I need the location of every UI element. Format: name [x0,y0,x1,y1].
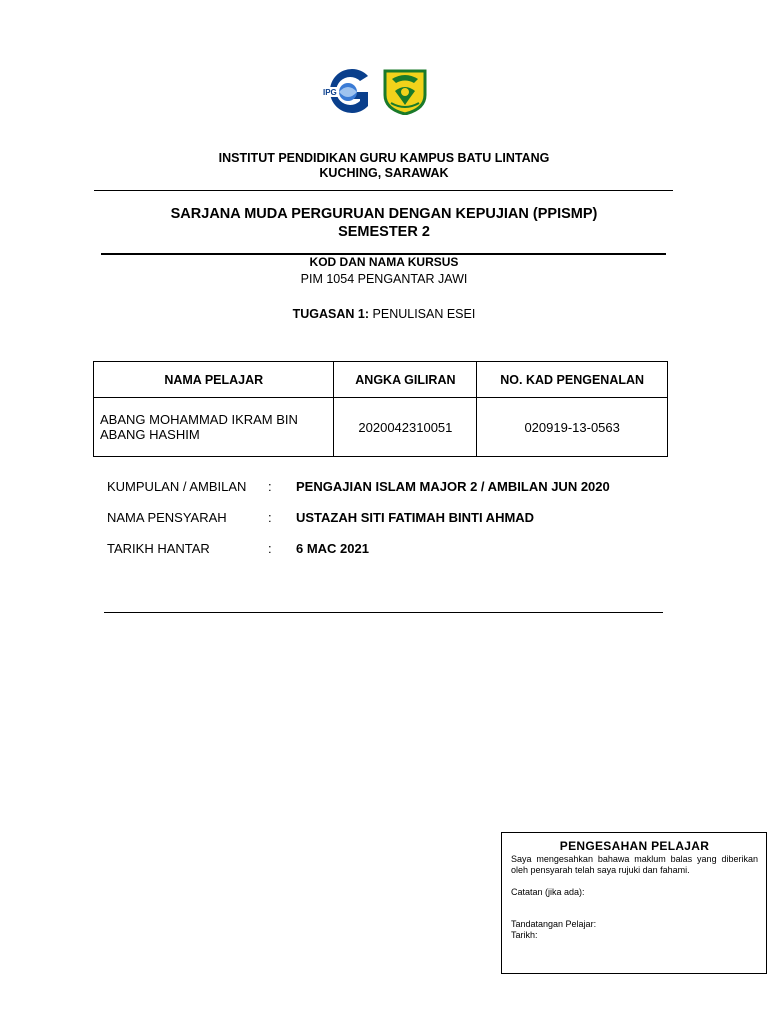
student-name: ABANG MOHAMMAD IKRAM BIN ABANG HASHIM [94,398,334,457]
column-header: ANGKA GILIRAN [334,362,477,398]
info-colon: : [268,479,272,494]
course-value: PIM 1054 PENGANTAR JAWI [300,272,468,286]
info-value: USTAZAH SITI FATIMAH BINTI AHMAD [296,510,535,525]
table-header-row [94,362,668,398]
assignment-line [0,307,768,321]
semester-label: SEMESTER 2 [338,224,430,240]
programme-title: SARJANA MUDA PERGURUAN DENGAN KEPUJIAN (PPISMP) [170,206,598,222]
student-ic-number: 020919-13-0563 [477,398,668,457]
note-label: Catatan (jika ada): [511,887,585,897]
date-label: Tarikh: [511,930,538,940]
campus-crest-logo [383,69,427,115]
info-value: PENGAJIAN ISLAM MAJOR 2 / AMBILAN JUN 2020 [296,479,610,494]
assignment-value: PENULISAN ESEI [369,307,476,321]
student-index-number: 2020042310051 [334,398,477,457]
student-table [93,361,668,457]
institute-location: KUCHING, SARAWAK [319,166,449,180]
institute-header [0,151,768,181]
table-row [94,398,668,457]
info-value: 6 MAC 2021 [296,541,369,556]
divider [94,190,673,191]
info-label: KUMPULAN / AMBILAN [107,479,247,494]
info-colon: : [268,510,272,525]
assignment-label: TUGASAN 1: [292,307,370,321]
info-label: TARIKH HANTAR [107,541,210,556]
column-header: NO. KAD PENGENALAN [477,362,668,398]
programme-block [0,205,768,241]
confirmation-title: PENGESAHAN PELAJAR [559,839,710,853]
confirmation-text: Saya mengesahkan bahawa maklum balas yang diberikan oleh pensyarah telah saya rujuki dan fahami. [511,854,758,875]
ipg-logo [321,68,371,114]
signature-label: Tandatangan Pelajar: [511,919,597,929]
institute-name: INSTITUT PENDIDIKAN GURU KAMPUS BATU LINTANG [218,151,550,165]
svg-text:IPG: IPG [323,88,337,97]
student-confirmation-box [501,832,767,974]
column-header: NAMA PELAJAR [94,362,334,398]
course-label: KOD DAN NAMA KURSUS [309,255,459,269]
divider [104,612,663,613]
info-label: NAMA PENSYARAH [107,510,227,525]
info-colon: : [268,541,272,556]
